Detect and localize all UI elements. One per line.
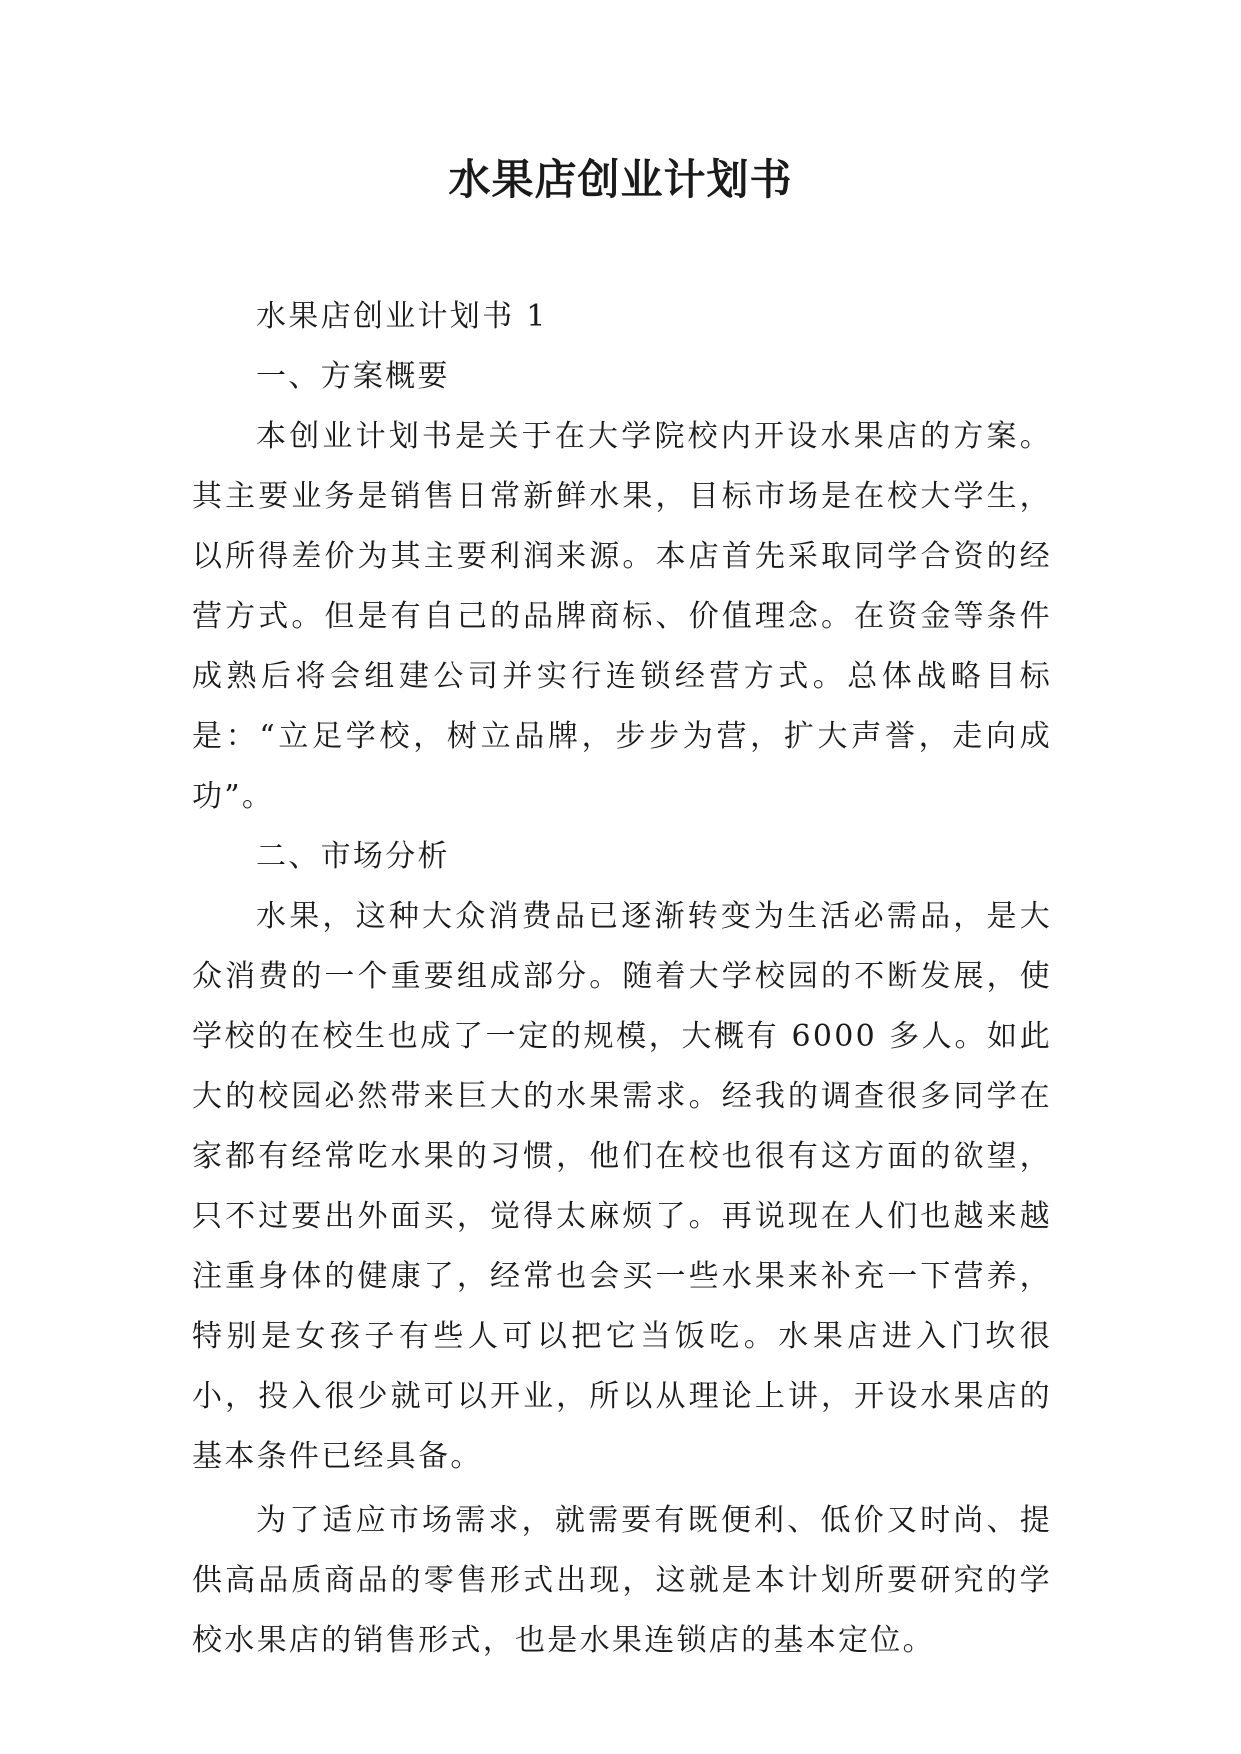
section-heading-market-analysis: 二、市场分析	[256, 839, 450, 874]
paragraph-positioning: 为了适应市场需求，就需要有既便利、低价又时尚、提供高品质商品的零售形式出现，这就是本计划所要研究的学校水果店的销售形式，也是水果连锁店的基本定位。	[192, 1503, 1052, 1658]
document-body	[192, 287, 1052, 1671]
paragraph-market-analysis: 水果，这种大众消费品已逐渐转变为生活必需品，是大众消费的一个重要组成部分。随着大学校园的不断发展，使学校的在校生也成了一定的规模，大概有 6000 多人。如此大的校园必然带来巨大的水果需求。经我的调查很多同学在家都有经常吃水果的习惯，他们在校也很有这方面的欲望，只不过要出外面买，觉得太麻烦了。再说现在人们也越来越注重身体的健康了，经常也会买一些水果来补充一下营养，特别是女孩子有些人可以把它当饭吃。水果店进入门坎很小，投入很少就可以开业，所以从理论上讲，开设水果店的基本条件已经具备。	[192, 899, 1052, 1474]
section-heading-plan-1: 水果店创业计划书 1	[256, 299, 548, 334]
section-heading-overview: 一、方案概要	[256, 359, 450, 394]
document-title: 水果店创业计划书	[448, 155, 793, 204]
paragraph-overview: 本创业计划书是关于在大学院校内开设水果店的方案。其主要业务是销售日常新鲜水果，目标市场是在校大学生，以所得差价为其主要利润来源。本店首先采取同学合资的经营方式。但是有自己的品牌商标、价值理念。在资金等条件成熟后将会组建公司并实行连锁经营方式。总体战略目标是：“立足学校，树立品牌，步步为营，扩大声誉，走向成功”。	[192, 419, 1052, 814]
